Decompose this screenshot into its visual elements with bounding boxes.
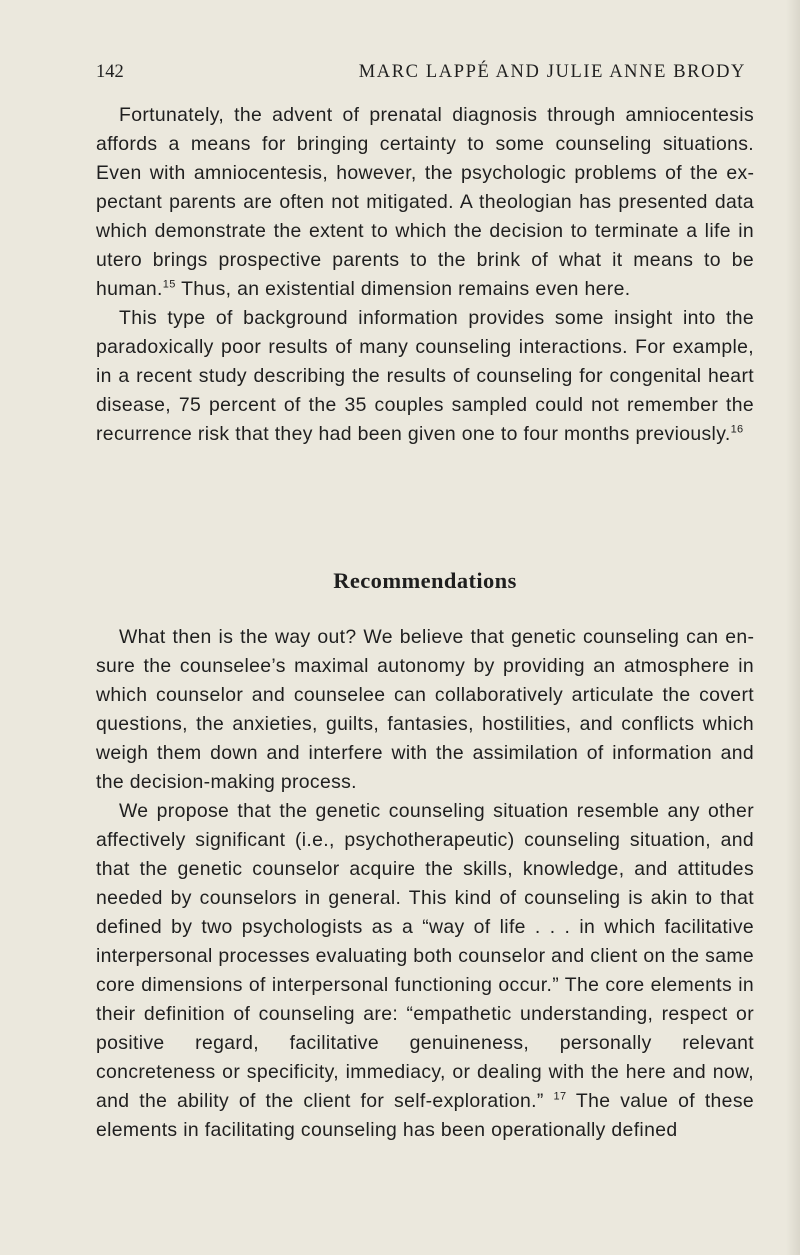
paragraph-text: What then is the way out? We believe that genetic counseling can ensure the counselee’s maximal autonomy by providing an atmosphere in which counselor and counselee can collaboratively articulate the covert questions, the anxieties, guilts, fantasies, hostilities, and conflicts which weigh them down and interfere with the assimilation of information and the decision-making process. — [96, 626, 754, 793]
page-edge-shadow — [786, 0, 800, 1255]
footnote-reference: 17 — [553, 1090, 567, 1103]
footnote-reference: 16 — [730, 423, 744, 436]
paragraph — [96, 101, 754, 304]
page-number: 142 — [96, 62, 124, 82]
paragraph — [96, 623, 754, 797]
paragraph-text-continued: Thus, an existential dimension remains even here. — [175, 278, 631, 300]
footnote-reference: 15 — [162, 278, 176, 291]
paragraph — [96, 797, 754, 1145]
running-head — [96, 62, 746, 86]
body-text-before-heading — [96, 101, 754, 449]
paragraph-text-continued: The value of these elements in facilitating counseling has been operationally defined — [96, 1090, 755, 1141]
paragraph-text: We propose that the genetic counseling situation resemble any other affectively significant (i.e., psychotherapeutic) counseling situation, and that the genetic counselor acquire the skills, knowledge, and attitudes needed by counselors in general. This kind of counseling is akin to that defined by two psychologists as a “way of life . . . in which facilitative interpersonal processes evaluating both counselor and client on the same core dimensions of interpersonal functioning occur.” The core elements in their definition of counseling are: “empathetic understanding, respect or positive regard, facilitative genuineness, personally relevant concreteness or specificity, immediacy, or dealing with the here and now, and the ability of the client for self-exploration.” — [96, 800, 754, 1112]
paragraph-text: This type of background information provides some insight into the paradoxically poor results of many counseling interactions. For example, in a recent study describing the results of counseling for congenital heart disease, 75 percent of the 35 couples sampled could not remember the recurrence risk that they had been given one to four months previously. — [96, 307, 754, 445]
paragraph-text: Fortunately, the advent of prenatal diagnosis through amniocentesis affords a means for bringing certainty to some counseling situations. Even with amniocentesis, however, the psychologic problems of the expectant parents are often not mitigated. A theologian has presented data which demonstrate the extent to which the decision to terminate a life in utero brings prospective parents to the brink of what it means to be human. — [96, 104, 754, 300]
section-heading: Recommendations — [333, 568, 517, 593]
paragraph — [96, 304, 754, 449]
body-text-after-heading — [96, 623, 754, 1145]
running-head-authors: MARC LAPPÉ AND JULIE ANNE BRODY — [358, 62, 746, 82]
